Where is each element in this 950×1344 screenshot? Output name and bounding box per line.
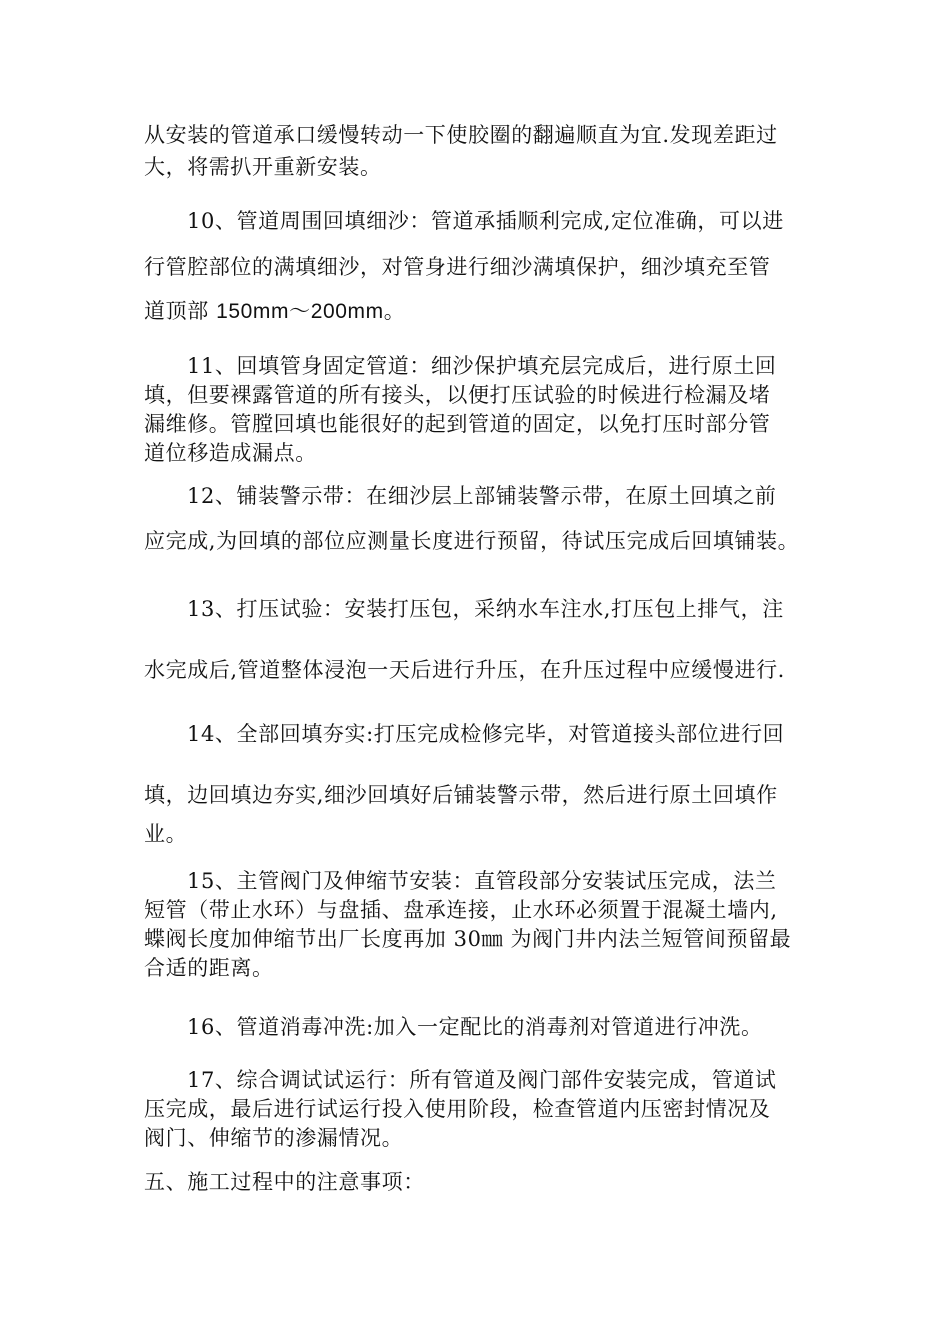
item-16-heading-line: 16、管道消毒冲洗:加入一定配比的消毒剂对管道进行冲洗。 <box>187 1015 763 1039</box>
item-15-heading-line: 15、主管阀门及伸缩节安装：直管段部分安装试压完成，法兰 <box>187 869 777 893</box>
text-line: 道位移造成漏点。 <box>144 441 317 465</box>
text-line: 业。 <box>144 822 188 846</box>
text-line: 水完成后,管道整体浸泡一天后进行升压，在升压过程中应缓慢进行. <box>144 658 785 682</box>
item-11-heading-line: 11、回填管身固定管道：细沙保护填充层完成后，进行原土回 <box>187 354 777 378</box>
text-line <box>144 297 405 326</box>
dimension-range: 150mm～200mm <box>216 300 384 323</box>
item-10-heading-line: 10、管道周围回填细沙：管道承插顺利完成,定位准确，可以进 <box>187 209 784 233</box>
item-17-heading-line: 17、综合调试试运行：所有管道及阀门部件安装完成，管道试 <box>187 1068 777 1092</box>
item-12-heading-line: 12、铺装警示带：在细沙层上部铺装警示带，在原土回填之前 <box>187 484 777 508</box>
text-line: 压完成，最后进行试运行投入使用阶段，检查管道内压密封情况及 <box>144 1097 771 1121</box>
text-line: 漏维修。管膛回填也能很好的起到管道的固定，以免打压时部分管 <box>144 412 771 436</box>
text-fragment: 。 <box>383 299 406 323</box>
text-line: 合适的距离。 <box>144 956 274 980</box>
text-line: 填，但要裸露管道的所有接头，以便打压试验的时候进行检漏及堵 <box>144 383 771 407</box>
text-line: 行管腔部位的满填细沙，对管身进行细沙满填保护，细沙填充至管 <box>144 255 771 279</box>
section-heading: 五、施工过程中的注意事项： <box>144 1170 425 1194</box>
item-14-heading-line: 14、全部回填夯实:打压完成检修完毕，对管道接头部位进行回 <box>187 722 785 746</box>
text-line: 应完成,为回填的部位应测量长度进行预留，待试压完成后回填铺装。 <box>144 529 800 553</box>
text-line: 短管（带止水环）与盘插、盘承连接，止水环必须置于混凝土墙内, <box>144 898 778 922</box>
item-13-heading-line: 13、打压试验：安装打压包，采纳水车注水,打压包上排气，注 <box>187 597 784 621</box>
text-line: 从安装的管道承口缓慢转动一下使胶圈的翻遍顺直为宜.发现差距过 <box>144 123 778 147</box>
text-line: 蝶阀长度加伸缩节出厂长度再加 30㎜ 为阀门井内法兰短管间预留最 <box>144 927 792 951</box>
text-line: 大，将需扒开重新安装。 <box>144 155 382 179</box>
text-fragment: 道顶部 <box>144 299 217 323</box>
text-line: 填，边回填边夯实,细沙回填好后铺装警示带，然后进行原土回填作 <box>144 783 778 807</box>
text-line: 阀门、伸缩节的渗漏情况。 <box>144 1126 404 1150</box>
